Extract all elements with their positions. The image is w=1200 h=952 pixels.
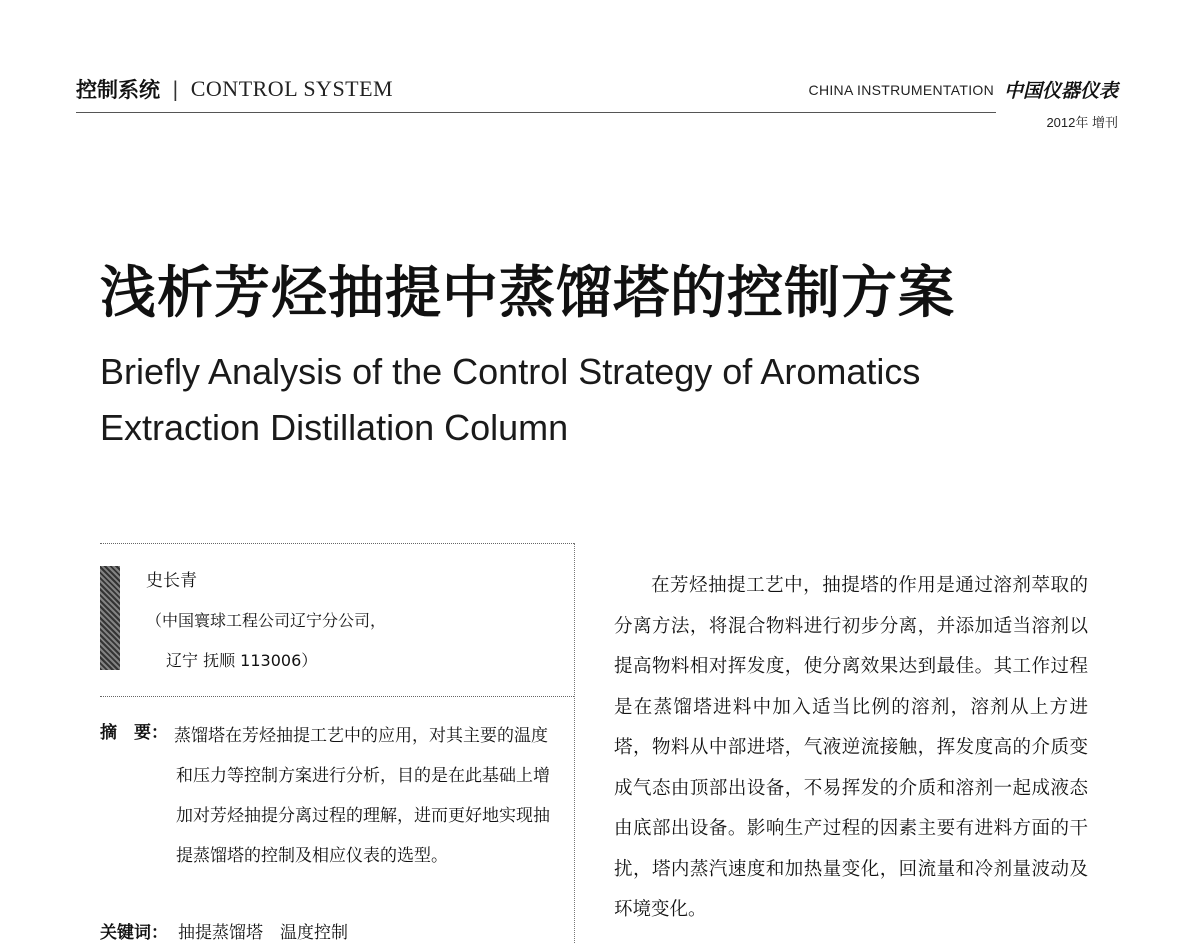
keywords-text: 抽提蒸馏塔 温度控制	[178, 923, 348, 943]
running-header-right	[809, 76, 1118, 103]
column-divider	[574, 543, 575, 943]
author-affiliation-line2: 辽宁 抚顺 113006）	[166, 651, 318, 670]
keywords-label: 关键词：	[100, 923, 168, 943]
article-title-cn: 浅析芳烃抽提中蒸馏塔的控制方案	[100, 261, 955, 326]
journal-name-en: CHINA INSTRUMENTATION	[808, 81, 994, 98]
abstract-label: 摘 要：	[100, 723, 168, 743]
body-paragraph: 在芳烃抽提工艺中，抽提塔的作用是通过溶剂萃取的分离方法，将混合物料进行初步分离，并添加适当溶剂以提高物料相对挥发度，使分离效果达到最佳。其工作过程是在蒸馏塔进料中加入适当比例的溶剂，溶剂从上方进塔，物料从中部进塔，气液逆流接触，挥发度高的介质变成气态由顶部出设备，不易挥发的介质和溶剂一起成液态由底部出设备。影响生产过程的因素主要有进料方面的干扰，塔内蒸汽速度和加热量变化，回流量和冷剂量波动及环境变化。	[614, 575, 1088, 920]
journal-name-cn: 中国仪器仪表	[1003, 80, 1118, 102]
author-name: 史长青	[146, 571, 197, 591]
section-name-cn: 控制系统	[76, 78, 160, 102]
author-affiliation-line1: （中国寰球工程公司辽宁分公司，	[146, 611, 387, 630]
author-block-top-rule	[100, 543, 574, 544]
section-name-en: CONTROL SYSTEM	[190, 76, 394, 101]
running-header-left	[76, 72, 393, 106]
author-block-bottom-rule	[100, 696, 574, 697]
header-separator: |	[172, 77, 179, 101]
header-rule	[76, 112, 996, 113]
article-title-en: Briefly Analysis of the Control Strategy of Aromatics Extraction Distillation Column	[100, 351, 921, 448]
author-photo-placeholder	[100, 566, 120, 670]
issue-label: 2012年 增刊	[1046, 115, 1118, 130]
abstract-text: 蒸馏塔在芳烃抽提工艺中的应用，对其主要的温度和压力等控制方案进行分析，目的是在此基础上增加对芳烃抽提分离过程的理解，进而更好地实现抽提蒸馏塔的控制及相应仪表的选型。	[174, 726, 550, 866]
